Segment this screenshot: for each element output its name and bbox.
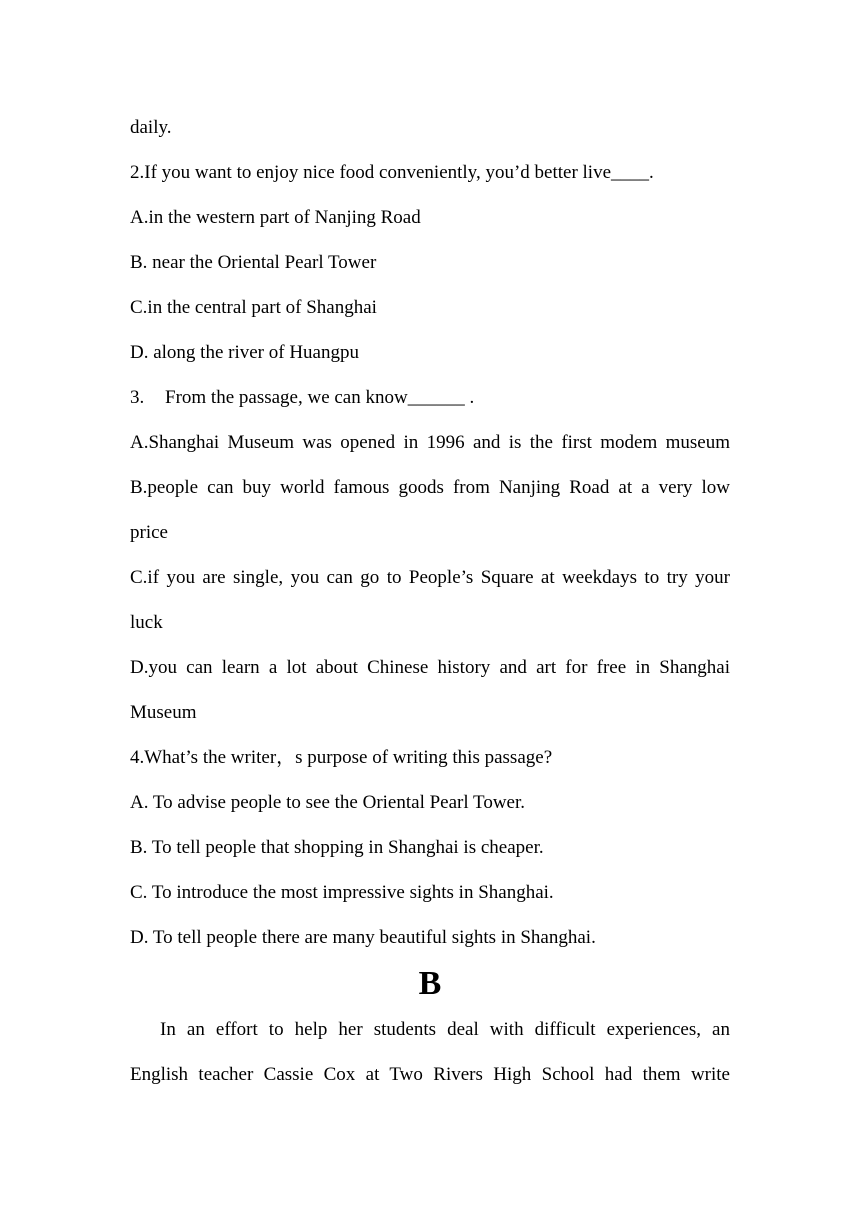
question-2-stem: 2.If you want to enjoy nice food conveniently, you’d better live____. (130, 162, 654, 183)
question-3-text: From the passage, we can know______ . (165, 387, 475, 408)
question-3-option-b: B.people can buy world famous goods from Nanjing Road at a very low (130, 477, 730, 498)
question-3-stem (130, 375, 730, 420)
question-4-stem: 4.What’s the writer，s purpose of writing this passage? (130, 747, 553, 768)
question-4-option-b: B. To tell people that shopping in Shanghai is cheaper. (130, 837, 544, 858)
question-2-option-d: D. along the river of Huangpu (130, 342, 359, 363)
question-2-option-a: A.in the western part of Nanjing Road (130, 207, 421, 228)
question-3-number: 3. (130, 387, 145, 408)
previous-passage-fragment: daily. (130, 117, 172, 138)
question-3-option-a: A.Shanghai Museum was opened in 1996 and is the first modem museum (130, 432, 730, 453)
question-3-option-c: C.if you are single, you can go to People’s Square at weekdays to try your (130, 567, 730, 588)
question-4-option-d: D. To tell people there are many beautiful sights in Shanghai. (130, 927, 596, 948)
question-4-option-c: C. To introduce the most impressive sights in Shanghai. (130, 882, 554, 903)
section-b-heading: B (418, 965, 442, 1002)
question-3-option-c-continued: luck (130, 612, 163, 633)
question-2-option-b: B. near the Oriental Pearl Tower (130, 252, 377, 273)
question-3-option-b-continued: price (130, 522, 168, 543)
question-3-option-d: D.you can learn a lot about Chinese history and art for free in Shanghai (130, 657, 730, 678)
question-2-option-c: C.in the central part of Shanghai (130, 297, 377, 318)
section-b-paragraph-line-2: English teacher Cassie Cox at Two Rivers High School had them write (130, 1064, 730, 1085)
question-3-option-d-continued: Museum (130, 702, 197, 723)
section-b-paragraph-line-1: In an effort to help her students deal with difficult experiences, an (160, 1019, 730, 1040)
question-4-option-a: A. To advise people to see the Oriental Pearl Tower. (130, 792, 526, 813)
document-page (130, 105, 730, 1097)
